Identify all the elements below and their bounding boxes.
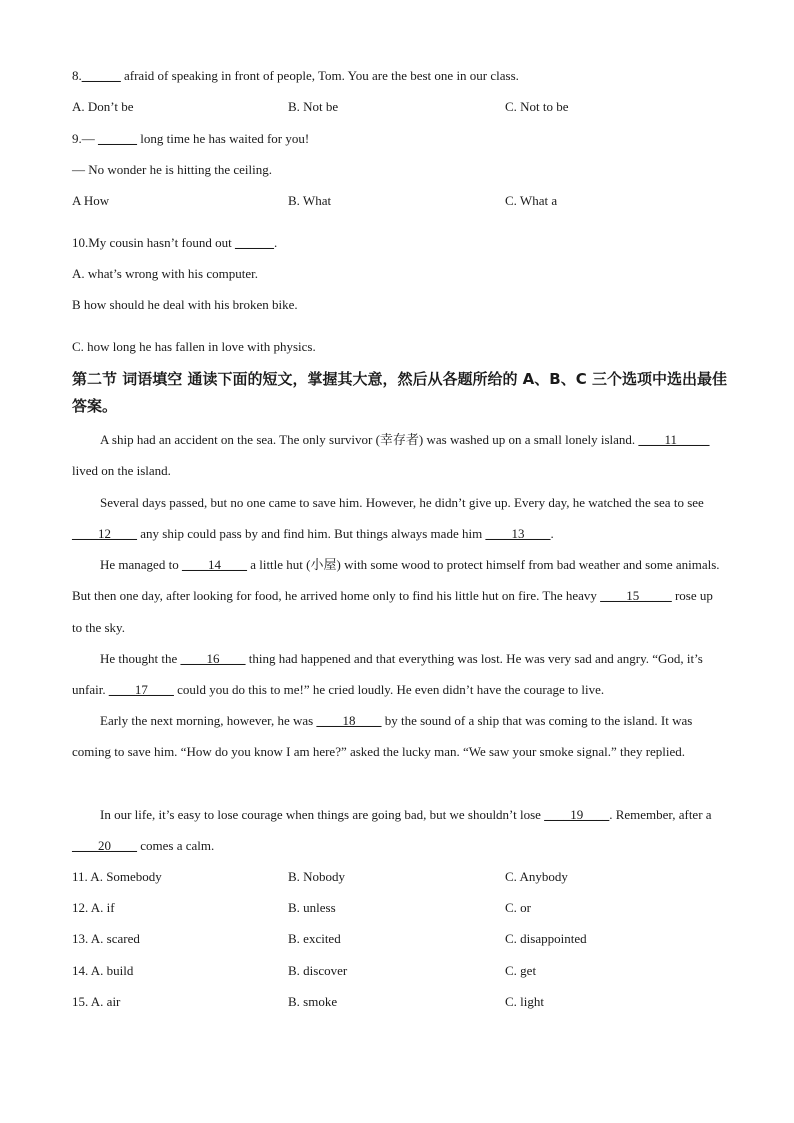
option-b: B. discover bbox=[288, 963, 348, 978]
answer-blank: ______ bbox=[81, 68, 121, 83]
passage-text: . Remember, after a bbox=[609, 807, 712, 822]
option-c: C. get bbox=[505, 963, 537, 978]
option-c: C. Not to be bbox=[505, 99, 569, 114]
passage-text: . bbox=[550, 526, 554, 542]
option-a: 11. A. Somebody bbox=[72, 869, 162, 884]
choice-row-11 bbox=[72, 868, 732, 886]
question-text: afraid of speaking in front of people, Tom. You are the best one in our class. bbox=[120, 68, 519, 83]
option-a: 12. A. if bbox=[72, 900, 115, 915]
question-9-options bbox=[72, 192, 732, 210]
question-10-option-c: C. how long he has fallen in love with physics. bbox=[72, 339, 316, 354]
section-heading: 第二节 词语填空 通读下面的短文，掌握其大意，然后从各题所给的 A、B、C 三个选项中选出最佳答案。 bbox=[72, 370, 727, 415]
question-number: 8. bbox=[72, 68, 82, 83]
passage-text: a little hut (小屋) with some wood to protect himself from bad weather and some animals. But then one day, after looking for food, he arrived home only to find his little hut on fire. The heavy bbox=[72, 557, 720, 604]
question-10-option-b: B how should he deal with his broken bike. bbox=[72, 297, 298, 312]
option-a: A. Don’t be bbox=[72, 99, 134, 114]
answer-blank: ______ bbox=[98, 131, 137, 146]
blank-14: ____14____ bbox=[181, 557, 247, 572]
passage-text: thing had happened and that everything was lost. He was very sad and angry. “God, it’s unfair. bbox=[72, 651, 703, 698]
option-b: B. What bbox=[288, 193, 332, 208]
question-text-end: . bbox=[273, 235, 278, 250]
passage-text: He managed to bbox=[100, 557, 182, 572]
question-9-line-1 bbox=[72, 130, 309, 148]
option-a: A How bbox=[72, 193, 110, 208]
option-c: C. What a bbox=[505, 193, 558, 208]
option-c: C. disappointed bbox=[505, 931, 587, 946]
option-c: C. or bbox=[505, 900, 531, 915]
passage-text: comes a calm. bbox=[137, 838, 215, 854]
blank-12: ____12____ bbox=[72, 526, 137, 542]
passage-text: by the sound of a ship that was coming to the island. It was coming to save him. “How do you know I am here?” asked the lucky man. “We saw your smoke signal.” they replied. bbox=[72, 713, 693, 760]
passage-text: Several days passed, but no one came to save him. However, he didn’t give up. Every day, he watched the sea to see bbox=[100, 495, 704, 510]
passage-text: lived on the island. bbox=[72, 463, 171, 479]
option-a: 13. A. scared bbox=[72, 931, 140, 946]
option-b: B. excited bbox=[288, 931, 341, 946]
choice-row-14 bbox=[72, 962, 732, 980]
passage-text: could you do this to me!” he cried loudly. He even didn’t have the courage to live. bbox=[173, 682, 605, 698]
option-b: B. Nobody bbox=[288, 869, 346, 884]
passage-text: Early the next morning, however, he was bbox=[100, 713, 317, 728]
question-10-option-a: A. what’s wrong with his computer. bbox=[72, 266, 258, 281]
choice-row-12 bbox=[72, 899, 732, 917]
blank-20: ____20____ bbox=[72, 838, 137, 854]
passage-paragraph-6 bbox=[72, 799, 724, 862]
blank-17: ____17____ bbox=[108, 682, 174, 698]
option-c: C. Anybody bbox=[505, 869, 568, 884]
question-8-stem bbox=[72, 67, 519, 85]
option-b: B. smoke bbox=[288, 994, 338, 1009]
passage-paragraph-1 bbox=[72, 424, 724, 487]
choice-row-15 bbox=[72, 993, 732, 1011]
question-8-options bbox=[72, 98, 732, 116]
option-b: B. unless bbox=[288, 900, 336, 915]
option-a: 15. A. air bbox=[72, 994, 121, 1009]
option-b: B. Not be bbox=[288, 99, 339, 114]
passage-text: In our life, it’s easy to lose courage when things are going bad, but we shouldn’t lose bbox=[100, 807, 545, 822]
blank-11: ____11_____ bbox=[638, 432, 710, 447]
question-text: 10.My cousin hasn’t found out bbox=[72, 235, 235, 250]
blank-16: ____16____ bbox=[180, 651, 246, 666]
blank-19: ____19____ bbox=[544, 807, 610, 822]
passage-paragraph-3 bbox=[72, 549, 724, 643]
question-number: 9.— bbox=[72, 131, 98, 146]
choice-row-13 bbox=[72, 930, 732, 948]
passage-text: any ship could pass by and find him. But things always made him bbox=[137, 526, 486, 542]
question-text: long time he has waited for you! bbox=[137, 131, 310, 146]
option-a: 14. A. build bbox=[72, 963, 134, 978]
blank-18: ____18____ bbox=[316, 713, 382, 728]
answer-blank: ______ bbox=[234, 235, 274, 250]
blank-15: ____15_____ bbox=[600, 588, 672, 604]
question-10-stem bbox=[72, 234, 277, 252]
passage-paragraph-4 bbox=[72, 643, 724, 706]
passage-paragraph-2 bbox=[72, 487, 724, 550]
option-c: C. light bbox=[505, 994, 545, 1009]
blank-13: ____13____ bbox=[485, 526, 551, 542]
question-9-line-2: — No wonder he is hitting the ceiling. bbox=[72, 162, 273, 177]
passage-text: rose up to the sky. bbox=[72, 588, 713, 635]
passage-text: A ship had an accident on the sea. The only survivor (幸存者) was washed up on a small lonely island. bbox=[100, 432, 639, 447]
passage-text: He thought the bbox=[100, 651, 181, 666]
passage-paragraph-5 bbox=[72, 705, 724, 768]
